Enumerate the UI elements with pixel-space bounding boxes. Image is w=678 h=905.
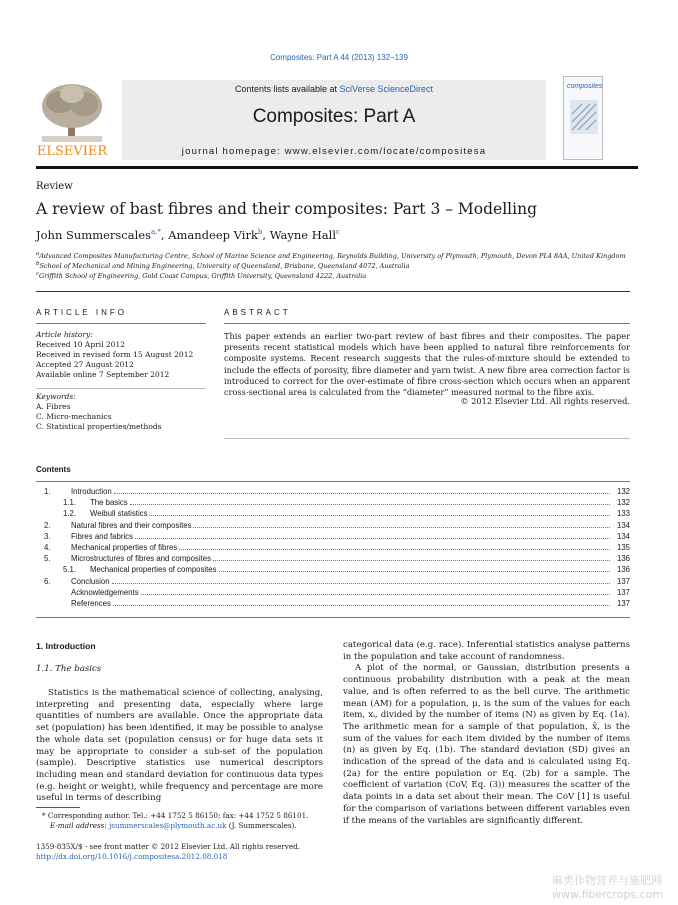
toc-leader xyxy=(112,583,610,584)
toc-page[interactable]: 137 xyxy=(616,576,630,586)
toc-row[interactable] xyxy=(36,565,630,576)
publisher-wordmark: ELSEVIER xyxy=(36,144,108,159)
toc-row[interactable] xyxy=(36,521,630,532)
history-item: Received in revised form 15 August 2012 xyxy=(36,350,194,359)
affiliation-c xyxy=(36,271,366,280)
toc-number: 3. xyxy=(44,531,51,541)
affiliation-text: Griffith School of Engineering, Gold Coast Campus, Griffith University, Queensland 4222, Australia xyxy=(39,272,367,281)
keywords-label: Keywords: xyxy=(36,392,76,401)
history-label: Article history: xyxy=(36,330,93,339)
history-item: Received 10 April 2012 xyxy=(36,340,125,349)
toc-page[interactable]: 137 xyxy=(616,587,630,597)
toc-row[interactable] xyxy=(36,554,630,565)
abstract-end-rule xyxy=(224,438,630,439)
footnote xyxy=(42,811,327,831)
article-type: Review xyxy=(36,181,73,192)
sciencedirect-link[interactable]: SciVerse ScienceDirect xyxy=(339,84,434,94)
body-left-column xyxy=(36,688,323,805)
affiliation-sup: a xyxy=(36,251,40,257)
email-suffix: (J. Summerscales). xyxy=(228,821,297,830)
abstract-copyright: © 2012 Elsevier Ltd. All rights reserved. xyxy=(460,396,630,406)
toc-number: 1. xyxy=(44,487,51,496)
keyword-item: A. Fibres xyxy=(36,402,71,411)
history-item: Available online 7 September 2012 xyxy=(36,370,170,379)
toc-label[interactable]: The basics xyxy=(90,498,128,508)
issn-line: 1359-835X/$ - see front matter © 2012 Elsevier Ltd. All rights reserved. xyxy=(36,842,300,851)
toc-leader xyxy=(130,504,610,505)
toc-leader xyxy=(219,571,610,572)
elsevier-logo xyxy=(36,82,108,160)
keyword-item: C. Statistical properties/methods xyxy=(36,422,162,431)
toc-label[interactable]: Mechanical properties of composites xyxy=(90,565,217,575)
body-paragraph: categorical data (e.g. race). Inferential statistics analyse patterns in the population and take account of randomness. xyxy=(343,640,630,662)
author-name[interactable]: John Summerscales xyxy=(36,228,151,242)
journal-cover-thumbnail xyxy=(563,76,603,160)
body-right-column xyxy=(343,640,630,827)
author-list: John Summerscales$^{a,*}$, Amandeep Virk$^b$, Wayne Hall$^c$ xyxy=(36,228,340,242)
contents-heading: Contents xyxy=(36,465,71,474)
toc-number: 5.1. xyxy=(63,565,77,575)
keywords-block xyxy=(36,392,211,432)
author-sup[interactable]: b xyxy=(257,228,263,237)
toc-label[interactable]: Conclusion xyxy=(71,576,110,586)
keywords-rule xyxy=(36,388,206,389)
header-rule xyxy=(36,166,638,169)
table-of-contents xyxy=(36,487,630,610)
subsection-heading: 1.1. The basics xyxy=(36,664,102,674)
toc-number: 1.1. xyxy=(63,498,77,508)
toc-row[interactable] xyxy=(36,532,630,543)
body-paragraph: A plot of the normal, or Gaussian, distribution presents a continuous probability distribution with a peak at the mean value, and is often referred to as the bell curve. The arithmetic mean (AM) for a population, μ, is the sum of the values for each item, xᵢ, divided by the number of items (N) as given by Eq. (1a). The arithmetic mean for a sample of that population, x̄, is the sum of the values for each item divided by the number of items (n) as given by Eq. (1b). The standard deviation (SD) gives an indication of the spread of the data and is calculated using Eq. (2a) for the entire population or Eq. (2b) for a sample. The coefficient of variation (CoV, Eq. (3)) measures the scatter of the data points in a data set about their mean. The CoV [1] is useful for the comparison of variations between different variables even if the means of the variables are significantly different. xyxy=(343,663,630,826)
toc-leader xyxy=(179,549,610,550)
toc-number: 1.2. xyxy=(63,509,77,519)
journal-reference[interactable]: Composites: Part A 44 (2013) 132–139 xyxy=(270,53,408,62)
toc-leader xyxy=(141,594,610,595)
watermark-text: 麻类作物营养与施肥网 www.fibercrops.com xyxy=(552,874,664,901)
article-info-rule xyxy=(36,323,206,324)
article-info-heading: ARTICLE INFO xyxy=(36,308,127,317)
doi-link[interactable]: http://dx.doi.org/10.1016/j.compositesa.2012.08.018 xyxy=(36,852,228,861)
toc-row[interactable] xyxy=(36,543,630,554)
toc-label[interactable]: Introduction xyxy=(71,487,112,496)
toc-number: 2. xyxy=(44,520,51,530)
history-item: Accepted 27 August 2012 xyxy=(36,360,134,369)
author-name[interactable]: Amandeep Virk xyxy=(168,228,258,242)
toc-row[interactable] xyxy=(36,588,630,599)
toc-page[interactable]: 136 xyxy=(616,554,630,564)
affiliation-text: School of Mechanical and Mining Engineering, University of Queensland, Brisbane, Queensland 4072, Australia xyxy=(39,262,410,271)
toc-label[interactable]: Weibull statistics xyxy=(90,509,148,519)
body-paragraph: Statistics is the mathematical science of collecting, analysing, interpreting and presenting data, especially where large quantities of numbers are available. Once the appropriate data set (population) has been identified, it may be possible to analyse the whole data set (population census) or for huge data sets it may be appropriate to consider a sub-set of the population (sample). Descriptive statistics use numerical descriptors including mean and standard deviation for continuous data types (e.g. height or weight), while frequency and percentage are more useful in terms of describing xyxy=(36,688,323,804)
toc-leader xyxy=(135,538,610,539)
footnote-rule xyxy=(36,807,80,808)
toc-page[interactable]: 136 xyxy=(616,565,630,575)
section-divider xyxy=(36,291,630,292)
article-title: A review of bast fibres and their composites: Part 3 – Modelling xyxy=(36,200,537,218)
toc-page[interactable]: 132 xyxy=(616,498,630,508)
toc-number: 5. xyxy=(44,554,51,564)
keyword-item: C. Micro-mechanics xyxy=(36,412,112,421)
toc-label[interactable]: Mechanical properties of fibres xyxy=(71,542,178,552)
journal-name: Composites: Part A xyxy=(252,106,416,127)
toc-page[interactable]: 134 xyxy=(616,520,630,530)
cover-title: composites xyxy=(567,83,603,90)
author-sup[interactable]: a,* xyxy=(150,228,161,237)
contents-rule xyxy=(36,481,630,482)
toc-leader xyxy=(213,560,610,561)
toc-label[interactable]: Fibres and fabrics xyxy=(71,531,133,541)
toc-page[interactable]: 135 xyxy=(616,542,630,552)
toc-label[interactable]: Natural fibres and their composites xyxy=(71,520,192,530)
toc-leader xyxy=(193,527,610,528)
toc-row[interactable] xyxy=(36,577,630,588)
toc-leader xyxy=(114,493,610,494)
affiliation-text: Advanced Composites Manufacturing Centre, School of Marine Science and Engineering, Reynolds Building, University of Plymouth, Plymouth, Devon PL4 8AA, United Kingdom xyxy=(39,252,626,261)
abstract-rule xyxy=(224,323,630,324)
toc-page[interactable]: 137 xyxy=(616,598,630,608)
abstract-text: This paper extends an earlier two-part review of bast fibres and their composites. The paper presents recent statistical models which have been applied to natural fibre reinforcements for composite systems. Recent research suggests that the rules-of-mixture should be extended to include the effects of porosity, fibre diameter and yarn twist. A new fibre area correction factor is introduced to correct for the over-estimate of fibre cross-section which occurs when an apparent cross-sectional area is calculated from the “diameter” measured normal to the fibre axis. xyxy=(224,331,630,398)
toc-row[interactable] xyxy=(36,599,630,610)
journal-homepage[interactable]: journal homepage: www.elsevier.com/locate/compositesa xyxy=(181,146,487,157)
contents-end-rule xyxy=(36,617,630,618)
publishing-info xyxy=(36,842,336,862)
section-heading: 1. Introduction xyxy=(36,641,96,651)
abstract-heading: ABSTRACT xyxy=(224,308,291,317)
cover-pattern-icon xyxy=(564,90,602,140)
article-history xyxy=(36,330,211,380)
toc-label[interactable]: Acknowledgements xyxy=(71,587,139,597)
tree-icon xyxy=(36,82,108,146)
affiliation-b xyxy=(36,261,409,270)
toc-page[interactable]: 133 xyxy=(616,509,630,519)
toc-number: 4. xyxy=(44,542,51,552)
author-name[interactable]: Wayne Hall xyxy=(269,228,337,242)
toc-row[interactable] xyxy=(36,487,630,498)
toc-row[interactable] xyxy=(36,509,630,520)
author-sup[interactable]: c xyxy=(336,228,340,237)
toc-number: 6. xyxy=(44,576,51,586)
contents-availability xyxy=(122,84,546,94)
toc-page[interactable]: 134 xyxy=(616,531,630,541)
toc-row[interactable] xyxy=(36,498,630,509)
affiliation-a xyxy=(36,251,626,260)
toc-leader xyxy=(149,515,610,516)
toc-label[interactable]: References xyxy=(71,598,111,608)
affiliation-sup: c xyxy=(36,271,40,277)
toc-leader xyxy=(113,605,610,606)
email-label: E-mail address: xyxy=(50,821,107,830)
contents-prefix: Contents lists available at xyxy=(234,84,340,94)
affiliation-sup: b xyxy=(36,261,40,267)
corresponding-author: * Corresponding author. Tel.: +44 1752 5 86150; fax: +44 1752 5 86101. xyxy=(42,811,309,820)
email-link[interactable]: jsummerscales@plymouth.ac.uk xyxy=(109,821,227,830)
toc-page[interactable]: 132 xyxy=(616,487,630,496)
toc-label[interactable]: Microstructures of fibres and composites xyxy=(71,554,211,564)
